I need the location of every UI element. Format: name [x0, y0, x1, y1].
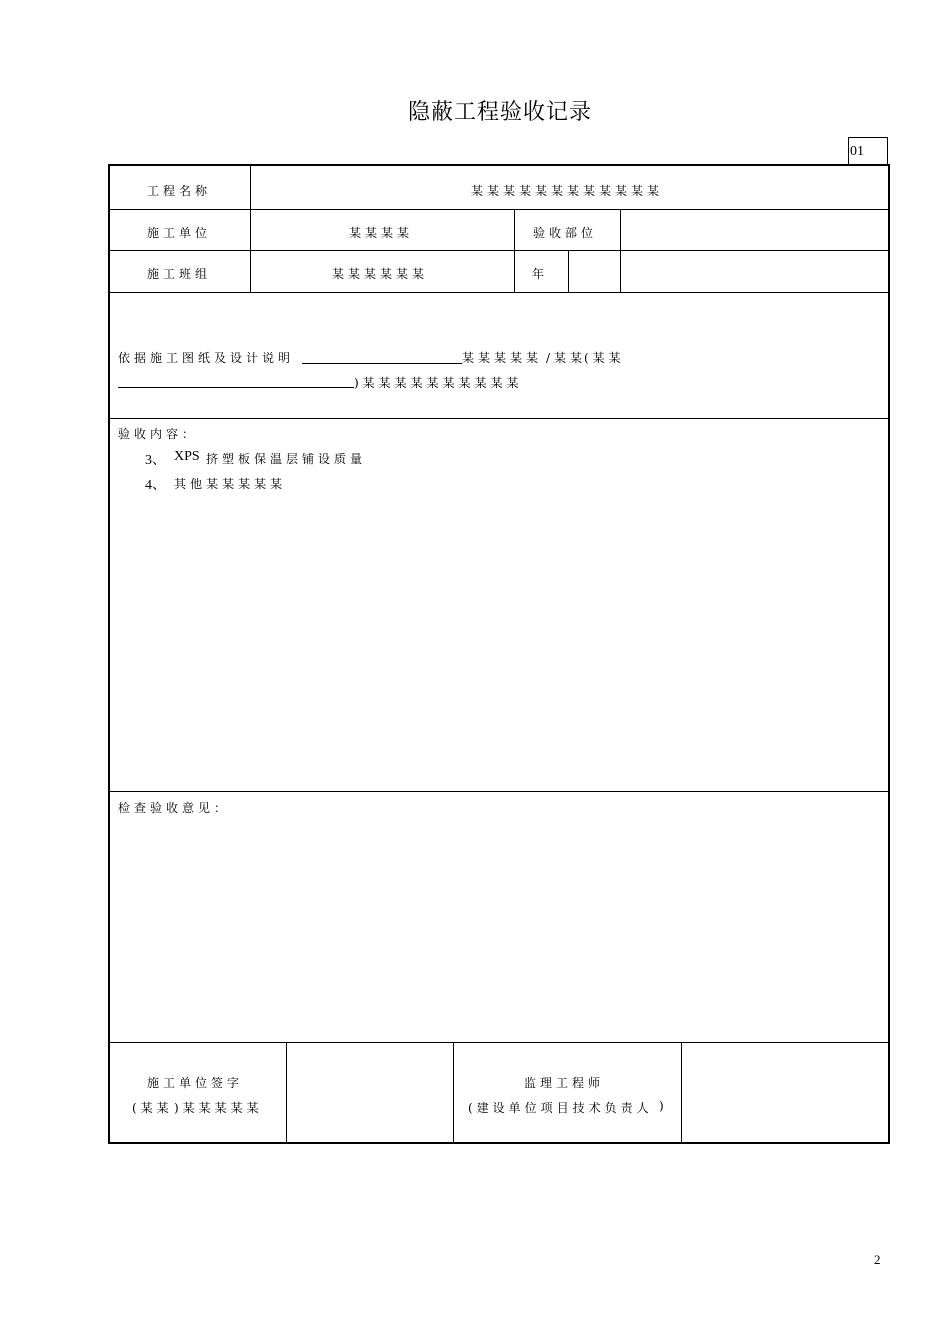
item-3-number: 3、: [145, 453, 166, 468]
acceptance-part-label: 验收部位: [533, 226, 598, 240]
page-title: 隐蔽工程验收记录: [407, 100, 592, 125]
contractor-sign-paren: (某某: [132, 1101, 173, 1115]
supervisor-label: 监理工程师: [524, 1076, 605, 1090]
row-divider: [110, 1042, 888, 1043]
statement-slash: /某某: [546, 351, 587, 365]
statement-paren: (某某: [584, 351, 625, 365]
contractor-sign-role: )某某某某某: [174, 1101, 263, 1115]
column-divider: [250, 166, 251, 292]
row-divider: [110, 209, 888, 210]
row-divider: [110, 250, 888, 251]
year-label: 年: [532, 267, 549, 281]
statement-suffix: )某某某某某某某某某某: [354, 376, 523, 390]
inspection-label: 检查验收意见：: [118, 801, 231, 815]
item-3-text: XPS: [174, 449, 200, 464]
column-divider: [568, 250, 569, 292]
acceptance-form: [108, 164, 890, 1144]
column-divider: [514, 209, 515, 292]
page-number: 2: [874, 1252, 881, 1267]
column-divider: [681, 1042, 682, 1142]
owner-tech-lead-close: ): [659, 1099, 668, 1113]
contractor-sign-label: 施工单位签字: [147, 1076, 244, 1090]
item-4-detail: 其他某某某某某: [174, 477, 287, 491]
column-divider: [286, 1042, 287, 1142]
statement-prefix: 依据施工图纸及设计说明: [118, 351, 295, 365]
team-value: 某某某某某某: [332, 267, 429, 281]
owner-tech-lead-label: (建设单位项目技术负责人: [468, 1101, 653, 1115]
statement-mid: 某某某某某: [462, 351, 543, 365]
form-code: 01: [848, 137, 888, 164]
project-name-label: 工程名称: [147, 184, 212, 198]
team-label: 施工班组: [147, 267, 212, 281]
construction-unit-value: 某某某某: [349, 226, 414, 240]
item-4-number: 4、: [145, 478, 166, 493]
content-label: 验收内容：: [118, 427, 199, 441]
blank-underline: [118, 387, 354, 388]
row-divider: [110, 791, 888, 792]
construction-unit-label: 施工单位: [147, 226, 212, 240]
item-3-detail: 挤塑板保温层铺设质量: [206, 452, 367, 466]
project-name-value: 某某某某某某某某某某某某: [471, 184, 664, 198]
blank-underline: [302, 363, 462, 364]
column-divider: [620, 209, 621, 292]
row-divider: [110, 418, 888, 419]
column-divider: [453, 1042, 454, 1142]
row-divider: [110, 292, 888, 293]
